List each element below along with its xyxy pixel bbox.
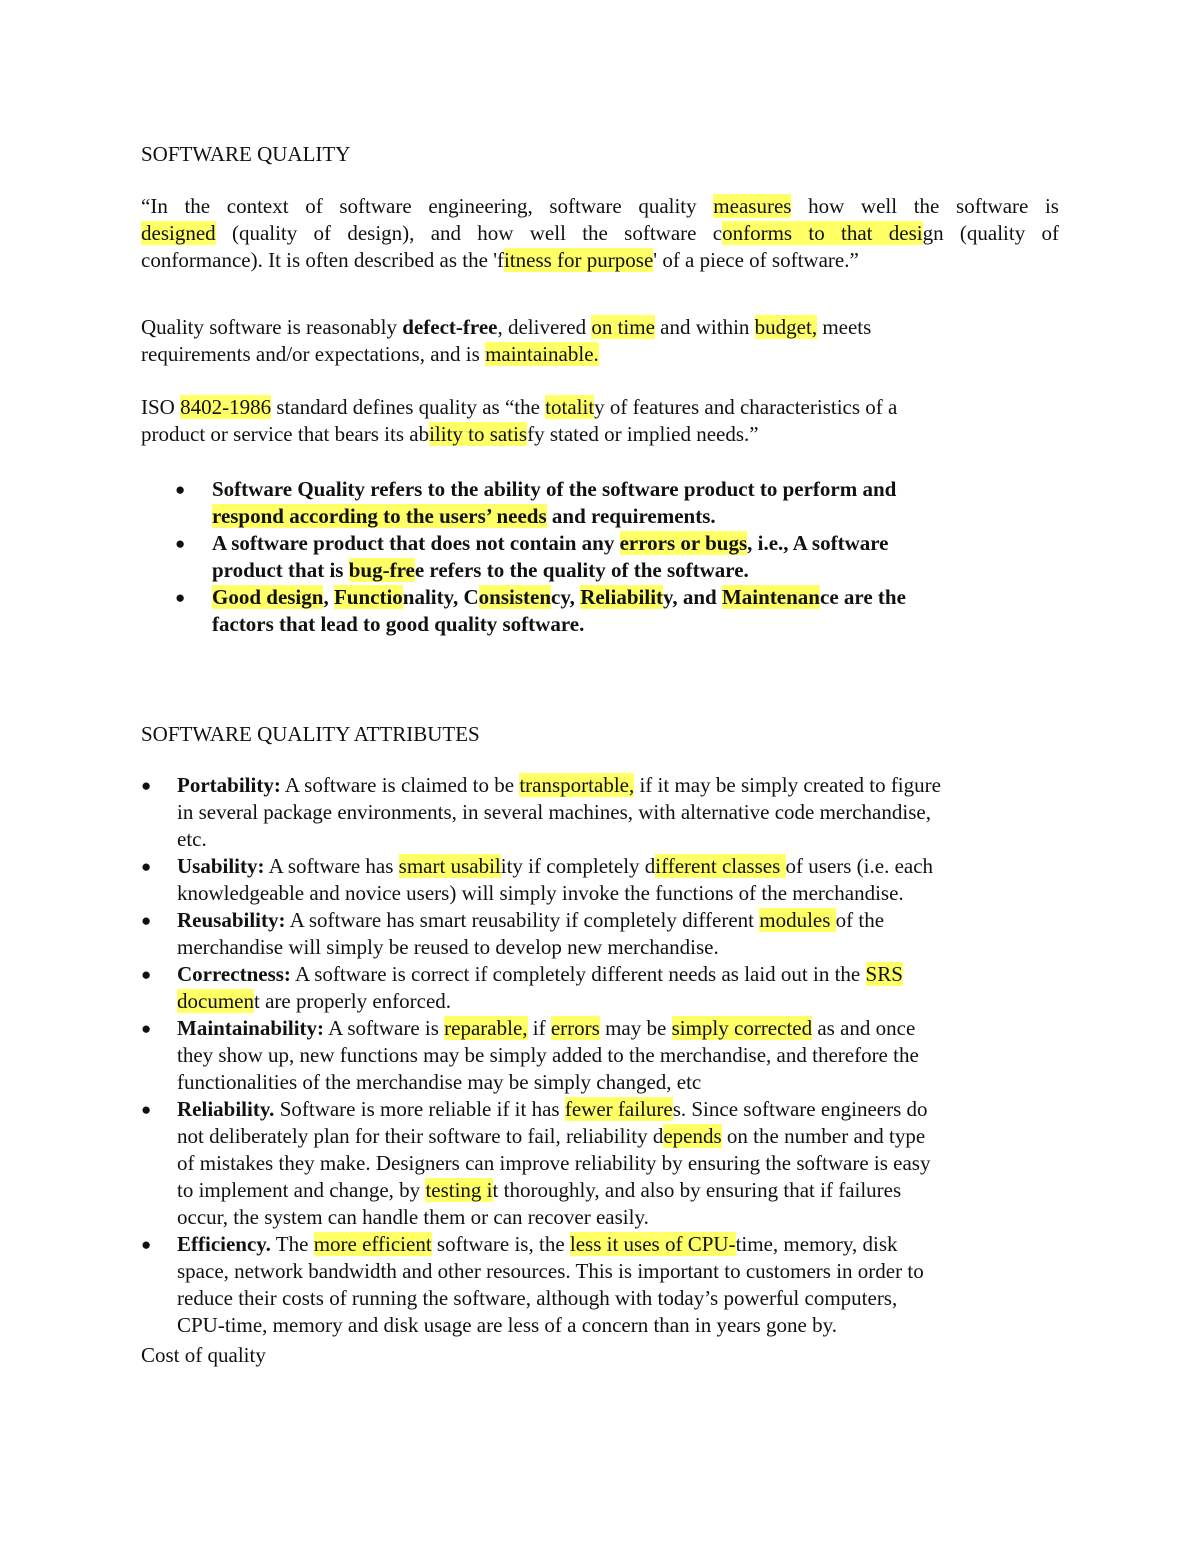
highlighted-text: bug-fre <box>348 558 415 582</box>
text-run: A software has <box>264 854 399 878</box>
text-run: Quality software is reasonably <box>141 315 403 339</box>
bullet-icon: ● <box>141 965 152 984</box>
highlighted-text: modules <box>759 908 836 932</box>
text-run: fy stated or implied needs.” <box>527 422 759 446</box>
text-run: of the <box>835 908 885 932</box>
list-item-line <box>177 826 1059 853</box>
text-run: occur, the system can handle them or can recover easily. <box>177 1205 649 1229</box>
para-line <box>141 220 1059 247</box>
list-item-line <box>177 1285 1059 1312</box>
highlighted-text: maintainable. <box>485 342 599 366</box>
text-run: , i.e., A software <box>747 531 889 555</box>
paragraph-iso-standard <box>141 394 1059 448</box>
text-run: Reusability: <box>177 908 286 932</box>
text-run: of mistakes they make. Designers can improve reliability by ensuring the software is easy <box>177 1151 931 1175</box>
list-item <box>141 1096 1059 1231</box>
highlighted-text: more efficient <box>313 1232 432 1256</box>
text-run: t are properly enforced. <box>253 989 452 1013</box>
para-line <box>141 314 1059 341</box>
para-line <box>141 421 1059 448</box>
highlighted-text: Functio <box>333 585 403 609</box>
text-run: defect-free <box>402 315 498 339</box>
heading-software-quality: SOFTWARE QUALITY <box>141 142 351 166</box>
highlighted-text: Reliabilit <box>580 585 664 609</box>
highlighted-text: SRS <box>865 962 903 986</box>
text-run: and within <box>654 315 755 339</box>
list-item-line <box>177 1069 1059 1096</box>
list-item-line <box>177 988 1059 1015</box>
text-run: Efficiency. <box>177 1232 271 1256</box>
highlighted-text: 8402-1986 <box>180 395 272 419</box>
text-run: “In the context of software engineering, software quality <box>141 194 714 218</box>
list-item-line <box>177 1042 1059 1069</box>
text-run: ity if completely d <box>500 854 656 878</box>
text-run: time, memory, disk <box>735 1232 898 1256</box>
text-run: , delivered <box>497 315 592 339</box>
text-run: in several package environments, in several machines, with alternative code merchandise, <box>177 800 931 824</box>
list-item-line <box>177 1150 1059 1177</box>
list-item-line <box>177 772 1059 799</box>
list-item <box>141 961 1059 1015</box>
list-item-line <box>177 853 1059 880</box>
highlighted-text: reparable, <box>444 1016 528 1040</box>
text-run: of users (i.e. each <box>785 854 934 878</box>
highlighted-text: onforms to that desi <box>722 221 923 245</box>
list-item-line <box>177 880 1059 907</box>
text-run: (quality of design), and how well the software c <box>215 221 723 245</box>
list-item-line <box>177 1177 1059 1204</box>
text-run: Reliability. <box>177 1097 275 1121</box>
text-run: gn (quality of <box>922 221 1059 245</box>
text-run: requirements and/or expectations, and is <box>141 342 486 366</box>
text-run: nality, C <box>402 585 479 609</box>
list-item-line <box>177 1015 1059 1042</box>
list-item <box>141 1015 1059 1096</box>
highlighted-text: documen <box>177 989 254 1013</box>
text-run: meets <box>817 315 872 339</box>
highlighted-text: transportable, <box>519 773 635 797</box>
text-run: cy, <box>551 585 581 609</box>
list-item-line <box>177 799 1059 826</box>
bullet-icon: ● <box>141 776 152 795</box>
text-run: may be <box>599 1016 672 1040</box>
text-run: e refers to the quality of the software. <box>414 558 749 582</box>
highlighted-text: ility to satis <box>429 422 528 446</box>
list-item-line <box>177 1312 1059 1339</box>
text-run: how well the software is <box>791 194 1059 218</box>
bullet-icon: ● <box>141 857 152 876</box>
text-run: , <box>323 585 334 609</box>
list-item <box>141 853 1059 907</box>
text-run: to implement and change, by <box>177 1178 426 1202</box>
para-line <box>141 341 1059 368</box>
text-run: Usability: <box>177 854 265 878</box>
highlighted-text: on time <box>591 315 655 339</box>
quality-attributes-list <box>141 772 1059 1339</box>
list-item-line <box>177 1096 1059 1123</box>
text-run: functionalities of the merchandise may be simply changed, etc <box>177 1070 702 1094</box>
highlighted-text: Maintenan <box>721 585 820 609</box>
text-run: product that is <box>212 558 349 582</box>
highlighted-text: respond according to the users’ needs <box>212 504 547 528</box>
text-run: not deliberately plan for their software to fail, reliability d <box>177 1124 664 1148</box>
text-run: Correctness: <box>177 962 291 986</box>
bullet-icon: ● <box>141 1100 152 1119</box>
bullet-icon: ● <box>175 588 186 607</box>
text-run: ce are the <box>820 585 906 609</box>
text-run: product or service that bears its ab <box>141 422 430 446</box>
text-run: The <box>270 1232 314 1256</box>
list-item-line <box>212 476 1059 503</box>
list-item-line <box>212 503 1059 530</box>
text-run: t thoroughly, and also by ensuring that if failures <box>492 1178 902 1202</box>
highlighted-text: testing i <box>425 1178 493 1202</box>
text-run: reduce their costs of running the software, although with today’s powerful computers, <box>177 1286 898 1310</box>
highlighted-text: measures <box>713 194 792 218</box>
bullet-icon: ● <box>141 1019 152 1038</box>
text-run: on the number and type <box>721 1124 926 1148</box>
list-item-line <box>212 611 1059 638</box>
text-run: Software is more reliable if it has <box>274 1097 565 1121</box>
text-run: A software has smart reusability if completely different <box>285 908 760 932</box>
text-run: factors that lead to good quality software. <box>212 612 585 636</box>
text-run: Software Quality refers to the ability of the software product to perform and <box>212 477 897 501</box>
text-run: s. Since software engineers do <box>672 1097 928 1121</box>
highlighted-text: fewer failure <box>564 1097 673 1121</box>
text-run: A software is <box>324 1016 445 1040</box>
list-item-line <box>177 961 1059 988</box>
text-run: y, and <box>663 585 722 609</box>
text-run: ' of a piece of software.” <box>653 248 859 272</box>
list-item <box>141 907 1059 961</box>
heading-quality-attributes: SOFTWARE QUALITY ATTRIBUTES <box>141 722 480 746</box>
paragraph-quality-software <box>141 314 1059 368</box>
list-item-line <box>212 584 1059 611</box>
text-run: as and once <box>812 1016 916 1040</box>
bullet-icon: ● <box>175 480 186 499</box>
text-run: merchandise will simply be reused to develop new merchandise. <box>177 935 719 959</box>
para-line <box>141 247 1059 274</box>
heading-cost-of-quality: Cost of quality <box>141 1343 266 1367</box>
highlighted-text: smart usabil <box>398 854 501 878</box>
highlighted-text: simply corrected <box>671 1016 813 1040</box>
list-item-line <box>177 1258 1059 1285</box>
para-line <box>141 394 1059 421</box>
text-run: conformance). It is often described as the 'f <box>141 248 504 272</box>
list-item-line <box>177 1123 1059 1150</box>
highlighted-text: epends <box>663 1124 722 1148</box>
list-item-line <box>212 557 1059 584</box>
text-run: if it may be simply created to figure <box>634 773 941 797</box>
text-run: A software is correct if completely different needs as laid out in the <box>290 962 866 986</box>
list-item-line <box>212 530 1059 557</box>
list-item-line <box>177 907 1059 934</box>
text-run: A software product that does not contain any <box>212 531 620 555</box>
quality-definition-list <box>141 476 1059 638</box>
highlighted-text: ifferent classes <box>655 854 786 878</box>
list-item <box>141 1231 1059 1339</box>
text-run: if <box>527 1016 551 1040</box>
highlighted-text: totalit <box>545 395 595 419</box>
highlighted-text: budget, <box>754 315 818 339</box>
text-run: ISO <box>141 395 181 419</box>
text-run: etc. <box>177 827 207 851</box>
highlighted-text: Good design <box>212 585 324 609</box>
text-run: space, network bandwidth and other resources. This is important to customers in order to <box>177 1259 924 1283</box>
text-run: software is, the <box>431 1232 570 1256</box>
text-run: knowledgeable and novice users) will simply invoke the functions of the merchandise. <box>177 881 904 905</box>
list-item <box>141 476 1059 530</box>
text-run: standard defines quality as “the <box>271 395 546 419</box>
bullet-icon: ● <box>141 1235 152 1254</box>
paragraph-definition <box>141 193 1059 274</box>
text-run: CPU-time, memory and disk usage are less of a concern than in years gone by. <box>177 1313 837 1337</box>
text-run: they show up, new functions may be simply added to the merchandise, and therefore the <box>177 1043 919 1067</box>
highlighted-text: less it uses of CPU- <box>569 1232 736 1256</box>
text-run: y of features and characteristics of a <box>594 395 898 419</box>
highlighted-text: itness for purpose <box>503 248 654 272</box>
list-item <box>141 530 1059 584</box>
list-item <box>141 772 1059 853</box>
bullet-icon: ● <box>175 534 186 553</box>
highlighted-text: errors <box>550 1016 600 1040</box>
text-run: Portability: <box>177 773 281 797</box>
list-item-line <box>177 934 1059 961</box>
list-item-line <box>177 1204 1059 1231</box>
list-item-line <box>177 1231 1059 1258</box>
text-run: Maintainability: <box>177 1016 325 1040</box>
list-item <box>141 584 1059 638</box>
bullet-icon: ● <box>141 911 152 930</box>
para-line <box>141 193 1059 220</box>
highlighted-text: onsisten <box>478 585 552 609</box>
text-run: A software is claimed to be <box>280 773 520 797</box>
highlighted-text: errors or bugs <box>619 531 748 555</box>
text-run: and requirements. <box>546 504 716 528</box>
highlighted-text: designed <box>141 221 216 245</box>
